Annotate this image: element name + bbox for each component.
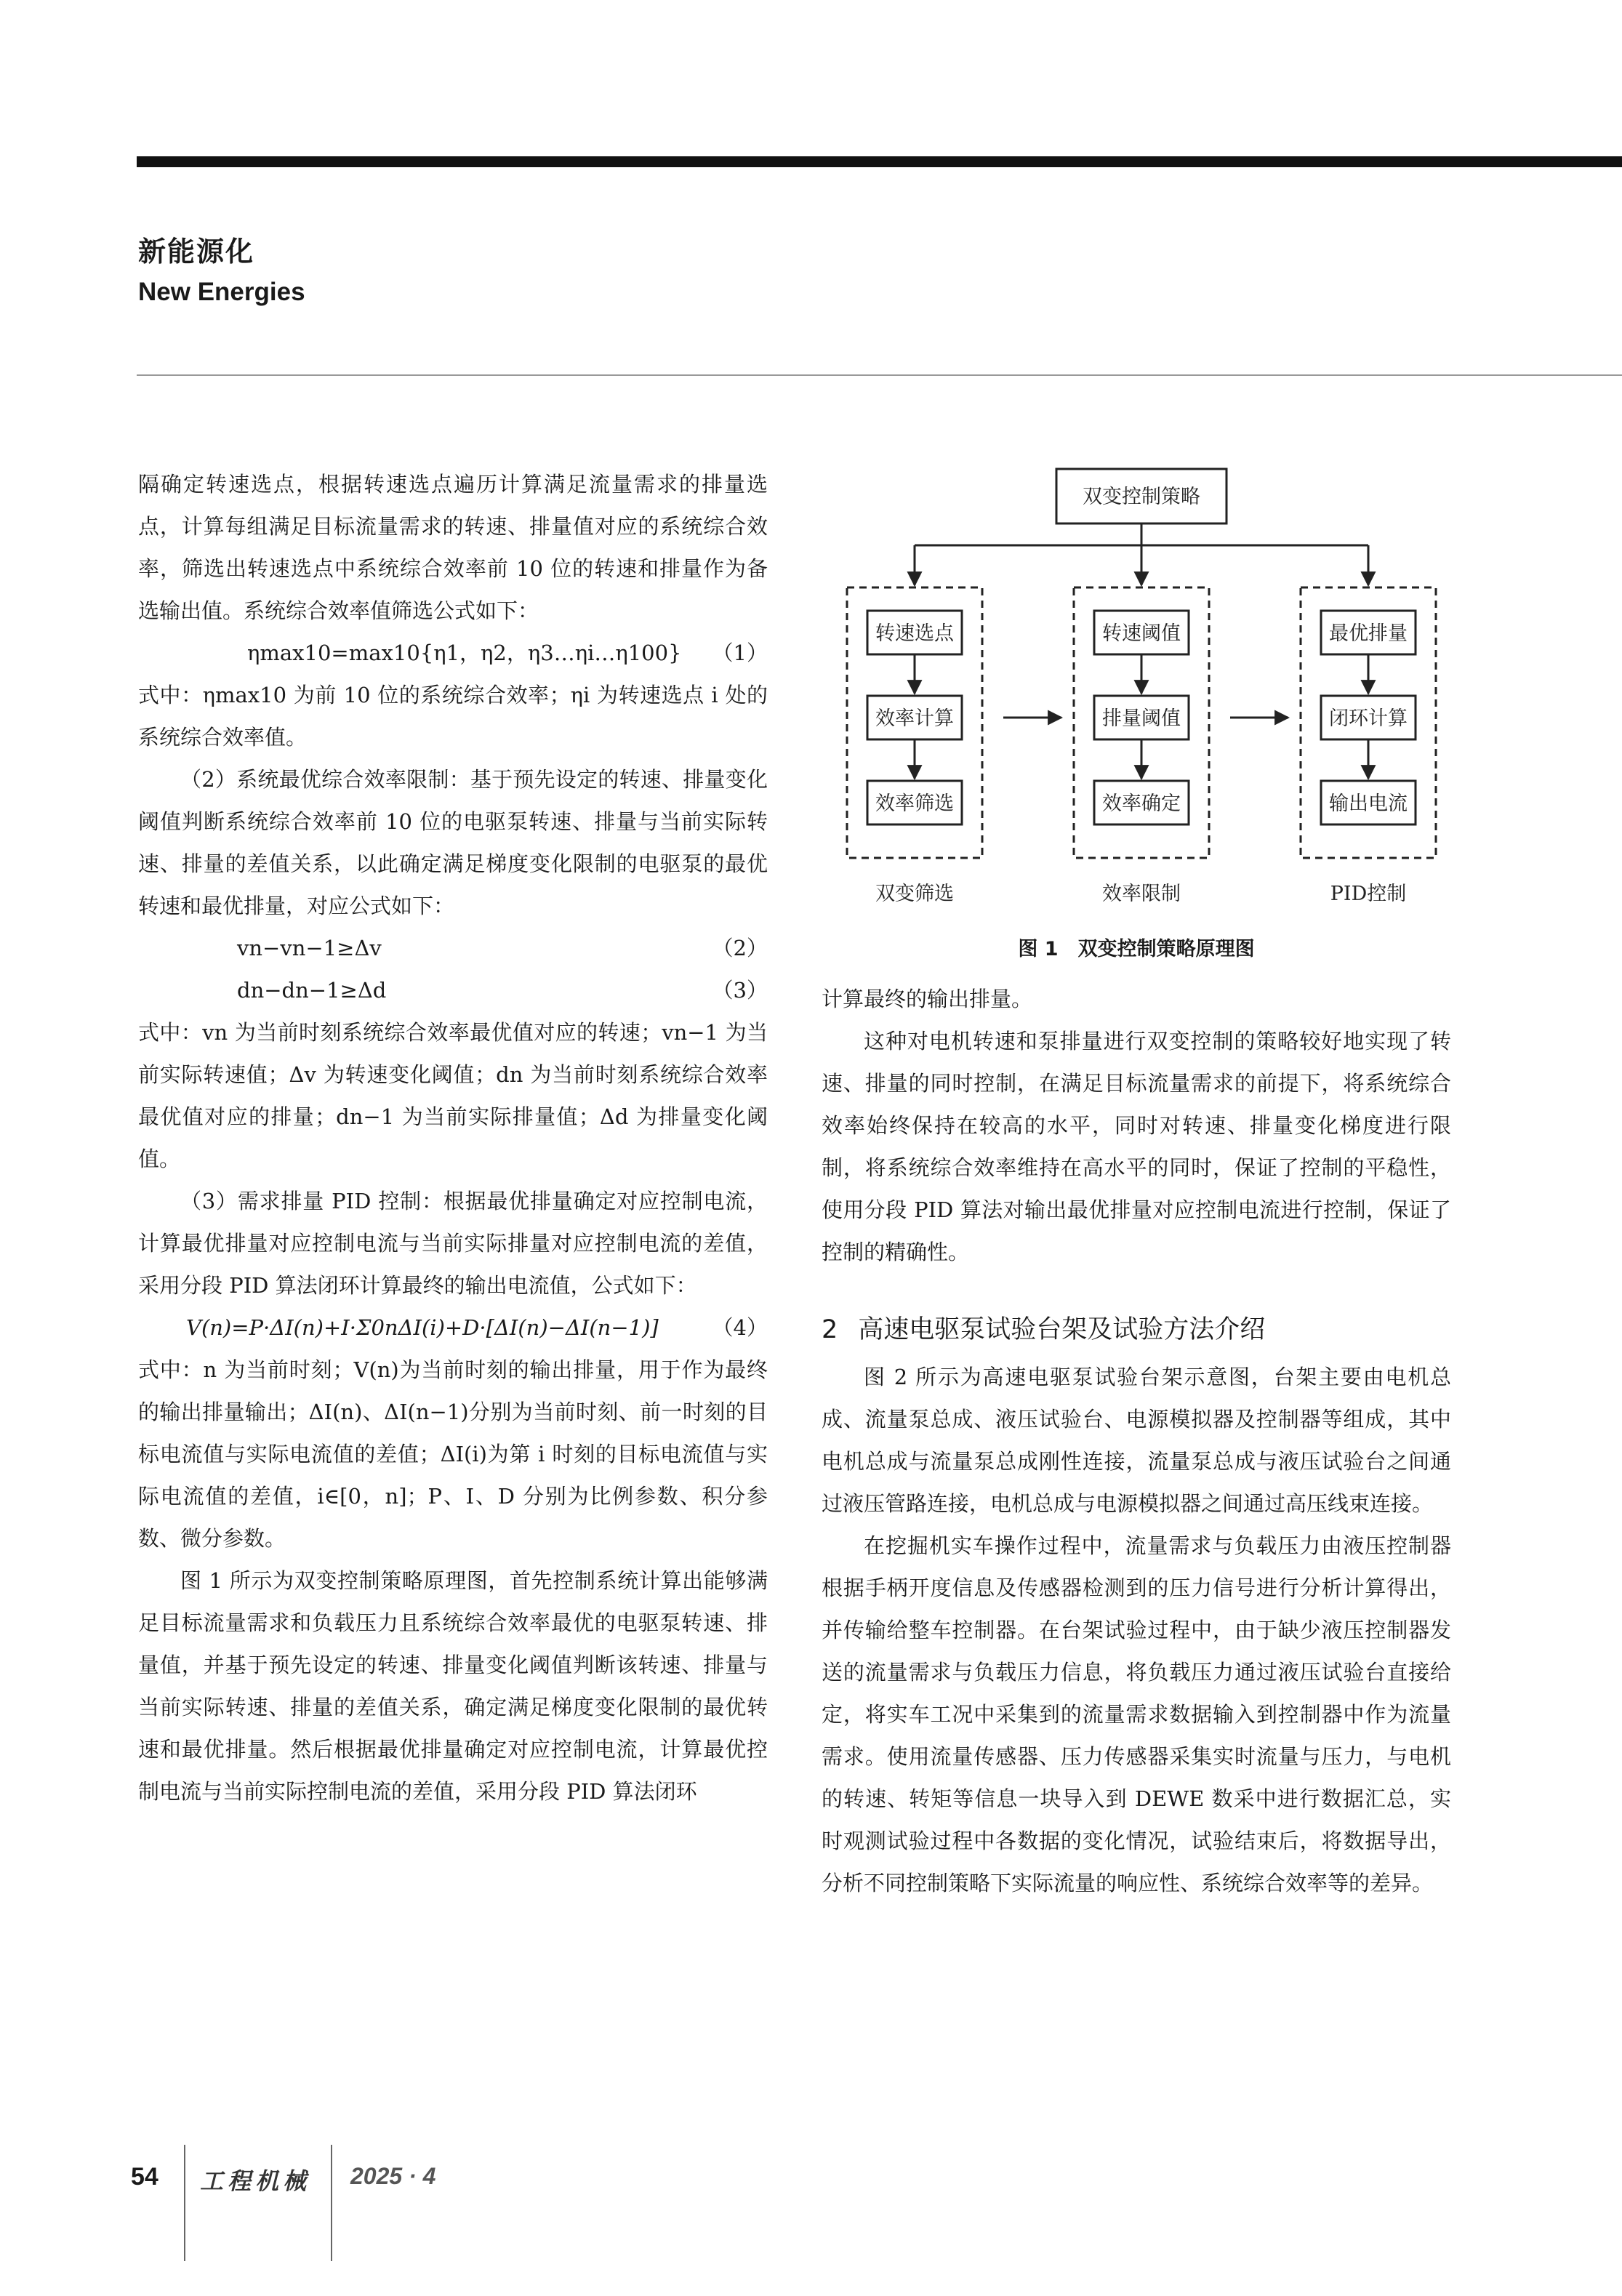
group-dual-screening (847, 587, 982, 905)
equation-1-formula: ηmax10=max10{η1，η2，η3…ηi…η100} (247, 641, 682, 665)
page-number: 54 (131, 2163, 158, 2191)
group-label: 双变筛选 (875, 883, 954, 905)
group-efficiency-limit (1074, 587, 1209, 905)
header-rule (137, 156, 1622, 167)
equation-1 (138, 632, 768, 674)
paragraph: （3）需求排量 PID 控制：根据最优排量确定对应控制电流，计算最优排量对应控制电流与当前实际排量对应控制电流的差值，采用分段 PID 算法闭环计算最终的输出电流值，公式如下： (138, 1189, 768, 1298)
paragraph: 式中：vn 为当前时刻系统综合效率最优值对应的转速；vn−1 为当前实际转速值；Δv 为转速变化阈值；dn 为当前时刻系统综合效率最优值对应的排量；dn−1 为当前实际排量值；Δd 为排量变化阈值。 (138, 1020, 768, 1171)
svg-text:效率计算: 效率计算 (875, 707, 954, 730)
equation-2 (138, 927, 768, 969)
paragraph: 隔确定转速选点，根据转速选点遍历计算满足流量需求的排量选点，计算每组满足目标流量需求的转速、排量值对应的系统综合效率，筛选出转速选点中系统综合效率前 10 位的转速和排量作为备选输出值。系统综合效率值筛选公式如下： (138, 472, 768, 623)
header-divider (137, 374, 1622, 376)
footer-divider (184, 2145, 185, 2261)
footer-divider (331, 2145, 332, 2261)
paragraph: 计算最终的输出排量。 (822, 987, 1033, 1011)
journal-name: 工程机械 (200, 2167, 311, 2195)
equation-4-formula: V(n)=P·ΔI(n)+I·Σ0nΔI(i)+D·[ΔI(n)−ΔI(n−1)] (186, 1315, 659, 1340)
section-number: 2 (822, 1315, 838, 1344)
svg-text:效率筛选: 效率筛选 (875, 792, 954, 815)
issue-number: 2025 · 4 (350, 2163, 436, 2189)
paragraph: （2）系统最优综合效率限制：基于预先设定的转速、排量变化阈值判断系统综合效率前 10 位的电驱泵转速、排量与当前实际转速、排量的差值关系，以此确定满足梯度变化限制的电驱泵的最优转速和最优排量，对应公式如下： (138, 767, 768, 918)
svg-text:排量阈值: 排量阈值 (1102, 707, 1181, 730)
right-column (822, 978, 1451, 1904)
paragraph: 这种对电机转速和泵排量进行双变控制的策略较好地实现了转速、排量的同时控制，在满足目标流量需求的前提下，将系统综合效率始终保持在较高的水平，同时对转速、排量变化梯度进行限制，将系统综合效率维持在高水平的同时，保证了控制的平稳性，使用分段 PID 算法对输出最优排量对应控制电流进行控制，保证了控制的精确性。 (822, 1029, 1451, 1264)
paragraph: 在挖掘机实车操作过程中，流量需求与负载压力由液压控制器根据手柄开度信息及传感器检测到的压力信号进行分析计算得出，并传输给整车控制器。在台架试验过程中，由于缺少液压控制器发送的流量需求与负载压力信息，将负载压力通过液压试验台直接给定，将实车工况中采集到的流量需求数据输入到控制器中作为流量需求。使用流量传感器、压力传感器采集实时流量与压力，与电机的转速、转矩等信息一块导入到 DEWE 数采中进行数据汇总，实时观测试验过程中各数据的变化情况，试验结束后，将数据导出，分析不同控制策略下实际流量的响应性、系统综合效率等的差异。 (822, 1533, 1451, 1895)
paragraph: 式中：ηmax10 为前 10 位的系统综合效率；ηi 为转速选点 i 处的系统综合效率值。 (138, 683, 768, 750)
svg-text:转速选点: 转速选点 (875, 622, 954, 645)
svg-text:输出电流: 输出电流 (1329, 792, 1408, 815)
svg-text:转速阈值: 转速阈值 (1102, 622, 1181, 645)
section-heading-text: 高速电驱泵试验台架及试验方法介绍 (858, 1315, 1266, 1344)
section-title-en: New Energies (138, 278, 305, 306)
section-title-cn: 新能源化 (138, 236, 255, 268)
equation-4-number: （4） (712, 1315, 768, 1340)
paragraph: 式中：n 为当前时刻；V(n)为当前时刻的输出排量，用于作为最终的输出排量输出；ΔI(n)、ΔI(n−1)分别为当前时刻、前一时刻的目标电流值与实际电流值的差值；ΔI(i)为第 i 时刻的目标电流值与实际电流值的差值，i∈[0，n]；P、I、D 分别为比例参数、积分参数、微分参数。 (138, 1357, 768, 1551)
equation-3-formula: dn−dn−1≥Δd (237, 978, 387, 1003)
section-heading (822, 1308, 1451, 1352)
group-label: PID控制 (1330, 883, 1407, 905)
figure-1-caption: 图 1 双变控制策略原理图 (1018, 938, 1255, 960)
paragraph: 图 1 所示为双变控制策略原理图，首先控制系统计算出能够满足目标流量需求和负载压力且系统综合效率最优的电驱泵转速、排量值，并基于预先设定的转速、排量变化阈值判断该转速、排量与当前实际转速、排量的差值关系，确定满足梯度变化限制的最优转速和最优排量。然后根据最优排量确定对应控制电流，计算最优控制电流与当前实际控制电流的差值，采用分段 PID 算法闭环 (138, 1568, 768, 1804)
equation-3 (138, 969, 768, 1011)
equation-1-number: （1） (712, 641, 768, 665)
group-pid-control (1301, 587, 1436, 905)
left-column (138, 463, 768, 1813)
svg-text:效率确定: 效率确定 (1102, 792, 1181, 815)
figure-1-diagram (814, 436, 1469, 945)
svg-text:闭环计算: 闭环计算 (1329, 707, 1408, 730)
equation-2-formula: vn−vn−1≥Δv (237, 936, 382, 960)
equation-3-number: （3） (712, 978, 768, 1003)
paragraph: 图 2 所示为高速电驱泵试验台架示意图，台架主要由电机总成、流量泵总成、液压试验台、电源模拟器及控制器等组成，其中电机总成与流量泵总成刚性连接，流量泵总成与液压试验台之间通过液压管路连接，电机总成与电源模拟器之间通过高压线束连接。 (822, 1365, 1451, 1516)
equation-4 (138, 1306, 768, 1349)
strategy-label: 双变控制策略 (1083, 486, 1200, 508)
group-label: 效率限制 (1102, 883, 1181, 905)
equation-2-number: （2） (712, 936, 768, 960)
svg-text:最优排量: 最优排量 (1329, 622, 1408, 645)
